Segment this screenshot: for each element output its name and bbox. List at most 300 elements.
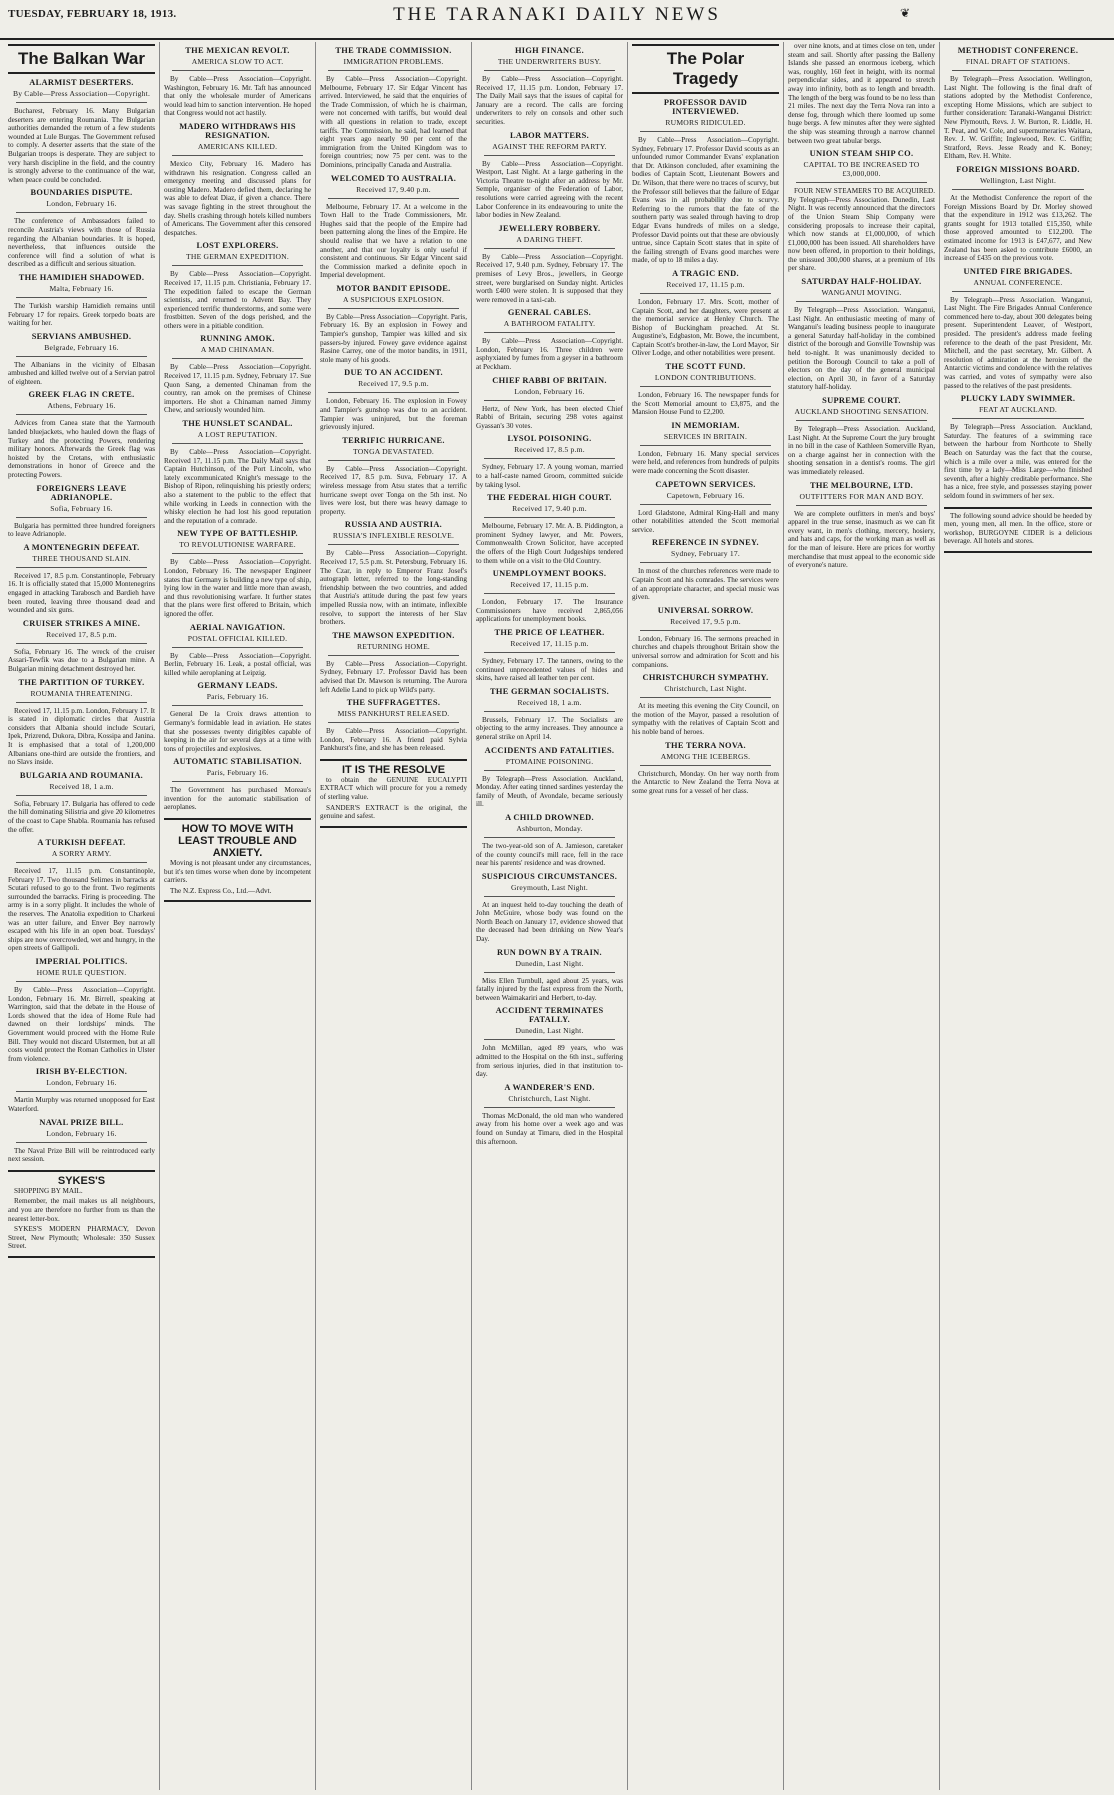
divider bbox=[484, 972, 615, 973]
article-subhead: HOME RULE QUESTION. bbox=[36, 968, 127, 978]
article-subhead: AMERICA SLOW TO ACT. bbox=[191, 57, 284, 66]
article-subhead: Dunedin, Last Night. bbox=[515, 958, 584, 968]
article-subhead: Capetown, February 16. bbox=[666, 490, 745, 500]
divider bbox=[16, 1142, 147, 1143]
article-body: Received 17, 8.5 p.m. Constantinople, February 16. It is officially stated that 15,000 Montenegrins engaged in attacking Tarabosch and Bardieh have been routed, leaving three thousand dead and wounded and six guns. bbox=[8, 571, 155, 615]
article-subhead: A SUSPICIOUS EXPLOSION. bbox=[342, 294, 445, 304]
article bbox=[320, 284, 467, 365]
article bbox=[164, 334, 311, 415]
article-headline: HIGH FINANCE. bbox=[514, 46, 585, 55]
article-body: The conference of Ambassadors failed to reconcile Austria's views with those of Russia regarding the Albanian boundaries. It is hoped, nevertheless, that influences outside the conference will find a solution of what is described as a difficult and serious situation. bbox=[8, 217, 155, 269]
article-headline: GENERAL CABLES. bbox=[507, 308, 592, 318]
divider bbox=[328, 392, 459, 393]
ad-line: Moving is not pleasant under any circumstances, but it's ten times worse when done by incompetent carriers. bbox=[164, 859, 311, 885]
article-subhead: ANNUAL CONFERENCE. bbox=[973, 277, 1063, 287]
article-subhead: Received 17, 11.15 p.m. bbox=[510, 638, 589, 648]
article-headline: AUTOMATIC STABILISATION. bbox=[173, 757, 302, 767]
article-subhead: IMMIGRATION PROBLEMS. bbox=[343, 57, 444, 66]
article-headline: THE MELBOURNE, LTD. bbox=[809, 480, 914, 490]
article-body: By Telegraph—Press Association. Auckland, Last Night. At the Supreme Court the jury brought in no bill in the case of Kathleen Somerville Ryan, on a charge against her in connection with the shooting sensation in a dentist's rooms. The girl was immediately released. bbox=[788, 425, 935, 476]
article bbox=[632, 269, 779, 358]
article-body: Received 17, 11.15 p.m. London, February 17. It is stated in diplomatic circles that Austria considers that Albania should include Scutari, Ipek, Prizrend, Dukora, Dibra, Kossipa and Janina. It is emphasised that a total of 1,200,000 Albanians one-third are outside the frontiers, and no Slavs inside. bbox=[8, 706, 155, 767]
article-headline: AERIAL NAVIGATION. bbox=[189, 622, 286, 632]
article-headline: LOST EXPLORERS. bbox=[196, 241, 279, 251]
article bbox=[632, 673, 779, 736]
ad-line: SYKES'S MODERN PHARMACY, Devon Street, New Plymouth; Wholesale: 350 Sussex Street. bbox=[8, 1225, 155, 1251]
column-3 bbox=[316, 42, 472, 1790]
article-headline: NEW TYPE OF BATTLESHIP. bbox=[177, 529, 298, 539]
article bbox=[632, 741, 779, 796]
ad-title: HOW TO MOVE WITH LEAST TROUBLE AND ANXIETY. bbox=[178, 823, 297, 860]
advertisement bbox=[320, 759, 467, 828]
article-subhead: Received 18, 1 a.m. bbox=[49, 781, 114, 791]
divider bbox=[484, 652, 615, 653]
article-body: By Telegraph—Press Association. Wanganui, Last Night. An enthusiastic meeting of many of Wanganui's leading business people to inaugurate a general Saturday half-holiday in the combined district of the borough and Gonville Township was held to-night. It was unanimously decided to petition the Borough Council to take a poll of electors on the day of the general municipal election, on April 30, in favor of a Saturday statutory half-holiday. bbox=[788, 306, 935, 392]
article-body: By Telegraph—Press Association. Auckland, Saturday. The features of a swimming race between the harbour from Northcote to Shelly Beach on Saturday was the fact that the course, which is a mile over a mile, was entered for the first time by a lady—Miss Large—who finished seventh, after a highly creditable performance. She has a nice, free style, and possesses staying power seldom found in swimmers of her sex. bbox=[944, 423, 1092, 500]
article bbox=[632, 480, 779, 535]
article-headline: CHIEF RABBI OF BRITAIN. bbox=[492, 375, 607, 385]
article-body: Received 17, 11.15 p.m. Constantinople, February 17. Two thousand Selimes in barracks at Scutari refused to go to the front. Two regiments surrounded the barracks. Firing is proceeding. The army is in a sorry plight. It includes the whole of the reserves. The Anatolia expedition to Charkeui was an utter failure, and Enver Bey narrowly escaped with his life in an open boat. Tuesdays' ships are now overcrowded, wet and hungry, in the open streets of Gallipoli. bbox=[8, 867, 155, 953]
article bbox=[476, 569, 623, 624]
article-body: By Cable—Press Association—Copyright. Received 17, 11.15 p.m. London, February 17. The Daily Mail says that the issues of capital for January are a record. The calls are forcing underwriters to rely on consols and other such securities. bbox=[476, 75, 623, 126]
divider bbox=[16, 1091, 147, 1092]
divider bbox=[484, 400, 615, 401]
divider bbox=[484, 593, 615, 594]
column-headline: The Polar Tragedy bbox=[632, 44, 779, 94]
divider bbox=[484, 1107, 615, 1108]
newspaper-title: THE TARANAKI DAILY NEWS bbox=[393, 4, 721, 25]
article-headline: CAPETOWN SERVICES. bbox=[655, 479, 756, 489]
article bbox=[944, 267, 1092, 391]
article-body: By Telegraph—Press Association. Wanganui, Last Night. The Fire Brigades Annual Conference commenced here to-day, about 300 delegates being present. Superintendent Leaver, of Westport, presided. The president's address made feeling reference to the death of the past President, Mr. Mitchell, and the past secretary, Mr. Gilbert. A resolution of admiration at the heroism of the Antarctic victims and condolence with the relatives was carried, and votes of sympathy were also passed to the relatives of the past presidents. bbox=[944, 295, 1092, 390]
article-headline: ACCIDENT TERMINATES FATALLY. bbox=[495, 1006, 604, 1025]
column-headline: The Balkan War bbox=[8, 44, 155, 74]
divider bbox=[640, 562, 771, 563]
article bbox=[476, 46, 623, 127]
article-body: By Cable—Press Association—Copyright. Received 17, 11.15 p.m. Christiania, February 17. The expedition failed to escape the German scientists, and returned to Advent Bay. They experienced terrific thunderstorms, and some were frostbitten. Seven of the dogs perished, and the others were in a pitiable condition. bbox=[164, 270, 311, 330]
divider bbox=[172, 70, 303, 71]
article bbox=[8, 1067, 155, 1113]
article-body: The Naval Prize Bill will be reintroduced early next session. bbox=[8, 1146, 155, 1164]
article bbox=[476, 813, 623, 868]
article-headline: PLUCKY LADY SWIMMER. bbox=[960, 394, 1076, 404]
article-headline: GERMANY LEADS. bbox=[197, 681, 278, 691]
column-4 bbox=[472, 42, 628, 1790]
article-body: The Albanians in the vicinity of Elbasan ambushed and killed twelve out of a Servian patrol of eighteen. bbox=[8, 360, 155, 386]
article-subhead: London, February 16. bbox=[46, 1128, 117, 1138]
article-subhead: Paris, February 16. bbox=[206, 768, 269, 778]
advertisement bbox=[164, 818, 311, 902]
divider bbox=[484, 70, 615, 71]
article-subhead: A LOST REPUTATION. bbox=[197, 430, 278, 440]
article-body: Sofia, February 16. The wreck of the cruiser Assari-Tewfik was due to a Bulgarian mine. A Bulgarian mining detachment destroyed her. bbox=[8, 647, 155, 673]
article-body: By Cable—Press Association—Copyright. London, February 16. The newspaper Engineer states that Germany is building a new type of ship, lying low in the water and little more than awash, and thus revolutionising warfare. It further states that the plans were first offered to Britain, which ignored the offer. bbox=[164, 558, 311, 618]
divider bbox=[328, 198, 459, 199]
article-headline: BULGARIA AND ROUMANIA. bbox=[19, 770, 144, 780]
article-subhead: London, February 16. bbox=[46, 1078, 117, 1088]
article-headline: SATURDAY HALF-HOLIDAY. bbox=[801, 277, 922, 287]
article-headline: WELCOMED TO AUSTRALIA. bbox=[330, 173, 457, 183]
article-headline: SUPREME COURT. bbox=[822, 396, 901, 405]
article-headline: A TRAGIC END. bbox=[672, 268, 739, 278]
divider bbox=[172, 647, 303, 648]
divider bbox=[796, 420, 927, 421]
article-body: By Cable—Press Association—Copyright. Melbourne, February 17. Sir Edgar Vincent has arrived. Interviewed, he said that the enquiries of the Trade Commission, of which he is chairman, were not concerned with tariffs, but would deal with all questions in relation to trade, except tariffs. The Commission, he said, had learned that eight years ago nearly 90 per cent of the immigration from the United Kingdom was to foreign countries; now 75 per cent. was to the Dominions, principally Canada and Australia. bbox=[320, 75, 467, 169]
divider bbox=[16, 356, 147, 357]
article-headline: REFERENCE IN SYDNEY. bbox=[652, 538, 759, 548]
article bbox=[476, 376, 623, 431]
article-headline: THE SUFFRAGETTES. bbox=[346, 698, 441, 708]
divider bbox=[16, 643, 147, 644]
article-subhead: London, February 16. bbox=[46, 199, 117, 209]
divider bbox=[484, 896, 615, 897]
divider bbox=[484, 458, 615, 459]
article-subhead: FEAT AT AUCKLAND. bbox=[978, 405, 1057, 415]
article bbox=[8, 78, 155, 184]
article bbox=[476, 308, 623, 371]
article bbox=[8, 273, 155, 328]
article-body: Miss Ellen Turnbull, aged about 25 years, was fatally injured by the fast express from the North, between Waimakariri and Herbert, to-day. bbox=[476, 976, 623, 1002]
article-headline: FOREIGNERS LEAVE ADRIANOPLE. bbox=[36, 483, 127, 502]
article-headline: ALARMIST DESERTERS. bbox=[29, 78, 134, 87]
article-headline: IRISH BY-ELECTION. bbox=[35, 1067, 128, 1077]
article bbox=[164, 122, 311, 237]
divider bbox=[484, 837, 615, 838]
article-headline: A TURKISH DEFEAT. bbox=[37, 838, 126, 848]
divider bbox=[16, 517, 147, 518]
article bbox=[788, 149, 935, 273]
article-subhead: PTOMAINE POISONING. bbox=[505, 756, 594, 766]
article-headline: SERVIANS AMBUSHED. bbox=[31, 331, 132, 341]
article-body: Bucharest, February 16. Many Bulgarian deserters are entering Roumania. The Bulgarian authorities demanded the return of a few students wounded at Lule Burgas. The Government refused to comply. A deserter asserts that the state of the Bulgarian troops is desperate. They are subject to very harsh discipline in the field, and the country is strongly adverse to the continuance of the war, when peace could be concluded. bbox=[8, 107, 155, 184]
article-body: Sofia, February 17. Bulgaria has offered to cede the hill dominating Silistria and give 20 kilometres of the coast to Cape Shabla. Roumania has refused the offer. bbox=[8, 799, 155, 834]
divider bbox=[952, 70, 1084, 71]
article-subhead: Sofia, February 16. bbox=[50, 503, 113, 513]
article-subhead: OUTFITTERS FOR MAN AND BOY. bbox=[799, 491, 924, 501]
article-subhead: ROUMANIA THREATENING. bbox=[30, 688, 133, 698]
article-subhead: LONDON CONTRIBUTIONS. bbox=[654, 373, 757, 383]
article bbox=[788, 42, 935, 145]
divider bbox=[640, 293, 771, 294]
article bbox=[788, 277, 935, 392]
article-body: Lord Gladstone, Admiral King-Hall and many other notabilities attended the Scott memorial service. bbox=[632, 508, 779, 534]
article-subhead: Received 17, 9.5 p.m. bbox=[358, 379, 429, 389]
article bbox=[320, 520, 467, 626]
article-subhead: MISS PANKHURST RELEASED. bbox=[337, 709, 450, 719]
article-headline: THE GERMAN SOCIALISTS. bbox=[490, 686, 609, 696]
article-headline: ACCIDENTS AND FATALITIES. bbox=[484, 745, 615, 755]
column-1 bbox=[4, 42, 160, 1790]
article-body: John McMillan, aged 89 years, who was admitted to the Hospital on the 6th inst., suffering from serious injuries, died in that institution to-day. bbox=[476, 1044, 623, 1079]
article-body: FOUR NEW STEAMERS TO BE ACQUIRED. By Telegraph—Press Association. Dunedin, Last Night. It was recently announced that the directors of the Union Steam Ship Company were considering proposals to increase their capital, which now stands at £1,000,000, of which £1,000,000 has been issued. All shareholders have now been offered, in proportion to their holdings, the unissued 300,000 shares, at a premium of 10s per share. bbox=[788, 187, 935, 273]
article-subhead: Paris, February 16. bbox=[206, 692, 269, 702]
article-body: By Cable—Press Association—Copyright. Received 17, 5.5 p.m. St. Petersburg, February 16. The Czar, in reply to Emperor Franz Josef's autograph letter, referred to the long-standing friendship between the two countries, and added that Austria's attitude during the past few years impelled Russia now, with an intimate, inflexible resolve, to support the interests of her Slav brothers. bbox=[320, 549, 467, 627]
article-headline: METHODIST CONFERENCE. bbox=[957, 46, 1079, 55]
article-headline: DUE TO AN ACCIDENT. bbox=[344, 368, 443, 378]
article bbox=[632, 362, 779, 417]
divider bbox=[172, 781, 303, 782]
column-2 bbox=[160, 42, 316, 1790]
article-body: By Cable—Press Association—Copyright. Sydney, February 17. Professor David scouts as an unfounded rumor Commander Evans' explanation that Dr. Atkinson concluded, after examining the bodies of Captain Scott, Lieutenant Bowers and Dr. Wilson, that there were no traces of scurvy, but the Professor still believes that the failure of Edgar Evans was in all probability due to scurvy. Referring to the rumors that the fate of the southern party was sealed through having to drop Edgar Evans hundreds of miles on a sledge, Professor David points out that these are obviously untrue, since Captain Scott states that in spite of the failing strength of Evans good marches were made, of up to 18 miles a day. bbox=[632, 136, 779, 265]
article bbox=[320, 174, 467, 280]
article-headline: A CHILD DROWNED. bbox=[505, 812, 594, 822]
divider bbox=[172, 443, 303, 444]
article-subhead: THE GERMAN EXPEDITION. bbox=[186, 252, 289, 262]
article bbox=[944, 46, 1092, 161]
article bbox=[632, 538, 779, 601]
article-headline: THE SCOTT FUND. bbox=[665, 362, 746, 372]
article-headline: MOTOR BANDIT EPISODE. bbox=[336, 283, 451, 293]
article-subhead: FINAL DRAFT OF STATIONS. bbox=[965, 57, 1071, 66]
ad-line: to obtain the GENUINE EUCALYPTI EXTRACT which will procure for you a remedy of sterling value. bbox=[320, 775, 467, 802]
article bbox=[8, 771, 155, 834]
article-headline: THE HUNSLET SCANDAL. bbox=[182, 419, 293, 429]
article-headline: A MONTENEGRIN DEFEAT. bbox=[23, 542, 140, 552]
divider bbox=[484, 1039, 615, 1040]
divider bbox=[16, 862, 147, 863]
divider bbox=[484, 248, 615, 249]
article-headline: UNEMPLOYMENT BOOKS. bbox=[492, 569, 607, 579]
divider bbox=[484, 517, 615, 518]
article-body: At its meeting this evening the City Council, on the motion of the Mayor, passed a resolution of sympathy with the relatives of Captain Scott and his noble band of heroes. bbox=[632, 702, 779, 736]
article-subhead: Received 18, 1 a.m. bbox=[517, 697, 582, 707]
ornament-icon: ❦ bbox=[900, 6, 911, 20]
article bbox=[476, 746, 623, 809]
article bbox=[476, 434, 623, 489]
article bbox=[8, 484, 155, 539]
divider bbox=[328, 70, 459, 71]
article-subhead: Received 17, 8.5 p.m. bbox=[46, 629, 117, 639]
article bbox=[8, 1118, 155, 1164]
article-body: By Telegraph—Press Association. Auckland, Monday. After eating tinned sardines yesterday the family of Meuth, of Avondale, became seriously ill. bbox=[476, 774, 623, 809]
divider bbox=[640, 504, 771, 505]
article-body: By Cable—Press Association—Copyright. London, February 16. Three children were asphyxiated by fumes from a geyser in a bathroom at Peckham. bbox=[476, 337, 623, 372]
article-body: We are complete outfitters in men's and boys' apparel in the true sense, inasmuch as we can fit every want, in men's clothing, mercery, hosiery, and hats and caps, for the working man as well as for the man of leisure. Here are prices for worthy merchandise that must appeal to the economic side of everyone's nature. bbox=[788, 509, 935, 570]
divider bbox=[952, 189, 1084, 190]
divider bbox=[796, 505, 927, 506]
divider bbox=[16, 702, 147, 703]
divider bbox=[16, 795, 147, 796]
article-body: Martin Murphy was returned unopposed for East Waterford. bbox=[8, 1096, 155, 1113]
article-subhead: A SORRY ARMY. bbox=[51, 849, 112, 859]
article-headline: TERRIFIC HURRICANE. bbox=[342, 435, 445, 445]
article-subhead: Athens, February 16. bbox=[47, 401, 116, 411]
divider bbox=[172, 265, 303, 266]
article bbox=[8, 188, 155, 269]
article-subhead: Received 17, 9.5 p.m. bbox=[670, 616, 741, 626]
article-body: By Cable—Press Association—Copyright. Paris, February 16. By an explosion in Fowey and Tampier's gunshop, Tampier was killed and six passers-by injured. Fowey gave evidence against Rasine Carrey, one of the motor bandits, in 1911, stole many of his goods. bbox=[320, 312, 467, 364]
article bbox=[632, 98, 779, 265]
article bbox=[8, 332, 155, 387]
article-subhead: Received 17, 11.15 p.m. bbox=[510, 580, 589, 590]
article bbox=[8, 619, 155, 674]
article-headline: BOUNDARIES DISPUTE. bbox=[30, 188, 133, 198]
article-body: By Cable—Press Association—Copyright. Received 17, 9.40 p.m. Sydney, February 17. The premises of Levy Bros., jewellers, in George street, were burglarised on Sunday night. Articles worth £400 were stolen. It is supposed that they were removed in a taxi-cab. bbox=[476, 252, 623, 304]
article bbox=[164, 241, 311, 330]
article bbox=[164, 681, 311, 753]
article-body: General De la Croix draws attention to Germany's formidable lead in aviation. He states that she possesses twenty dirigibles capable of keeping in the air for several days at a time with tons of projectiles and explosives. bbox=[164, 710, 311, 753]
article-headline: LYSOL POISONING. bbox=[507, 434, 592, 444]
article-body: By Cable—Press Association—Copyright. Berlin, February 16. Leak, a postal official, was killed while aeroplaning at Leipzig. bbox=[164, 651, 311, 677]
ad-title: SYKES'S bbox=[57, 1174, 106, 1187]
article-subhead: Greymouth, Last Night. bbox=[511, 882, 588, 892]
article-headline: NAVAL PRIZE BILL. bbox=[39, 1117, 124, 1127]
divider bbox=[172, 553, 303, 554]
article-headline: CHRISTCHURCH SYMPATHY. bbox=[642, 673, 769, 683]
article-subhead: Received 17, 9.40 p.m. bbox=[512, 504, 587, 514]
article bbox=[320, 46, 467, 170]
divider bbox=[328, 460, 459, 461]
article-subhead: Malta, February 16. bbox=[49, 283, 114, 293]
article-subhead: Ashburton, Monday. bbox=[516, 823, 583, 833]
article bbox=[476, 131, 623, 220]
divider bbox=[640, 765, 771, 766]
article-headline: CRUISER STRIKES A MINE. bbox=[22, 618, 141, 628]
article-body: Christchurch, Monday. On her way north from the Antarctic to New Zealand the Terra Nova at some great runs for a vessel of her class. bbox=[632, 769, 779, 795]
article bbox=[476, 493, 623, 565]
article bbox=[944, 394, 1092, 500]
ad-line: The N.Z. Express Co., Ltd.—Advt. bbox=[170, 886, 272, 895]
article-body: Advices from Canea state that the Yarmouth landed bluejackets, who hauled down the flags of Turkey and the protecting Powers, rendering military honors. Afterwards the Greek flag was hoisted by the Cretans, with enthusiastic demonstrations in honor of Greece and the protecting Powers. bbox=[8, 419, 155, 480]
article-body: By Cable—Press Association—Copyright. Westport, Last Night. At a large gathering in the Victoria Theatre to-night after an address by Mr. Semple, organiser of the Federation of Labor, resolutions were carried agreeing with the recent Labor Conference in its endeavouring to unite the labor bodies in New Zealand. bbox=[476, 159, 623, 220]
article-subhead: THE UNDERWRITERS BUSY. bbox=[497, 57, 602, 66]
divider bbox=[16, 297, 147, 298]
divider bbox=[16, 567, 147, 568]
article-headline: THE PRICE OF LEATHER. bbox=[494, 627, 605, 637]
masthead bbox=[0, 0, 1114, 40]
article bbox=[476, 628, 623, 683]
article bbox=[8, 957, 155, 1063]
ad-line: SANDER'S EXTRACT is the original, the genuine and safest. bbox=[320, 803, 467, 821]
article-headline: SUSPICIOUS CIRCUMSTANCES. bbox=[481, 871, 618, 881]
article-subhead: AMONG THE ICEBERGS. bbox=[660, 751, 751, 761]
divider bbox=[16, 414, 147, 415]
article-subhead: Christchurch, Last Night. bbox=[508, 1093, 591, 1103]
article-subhead: Belgrade, February 16. bbox=[44, 342, 119, 352]
article-body: At the Methodist Conference the report of the Foreign Missions Board by Dr. Morley showed that the expenditure in 1912 was £13,262. The grants sought for 1913 totalled £15,350, while those approved amounted to £12,200. The estimated income for 1913 is £47,677, and New Zealand has been asked to contribute £6000, an increase of £435 on the previous vote. bbox=[944, 193, 1092, 263]
divider bbox=[328, 308, 459, 309]
ad-line: The following sound advice should be heeded by men, young men, all men. In the office, store or workshop, BURGOYNE CIDER is a delicious beverage. All hotels and stores. bbox=[944, 511, 1092, 546]
article bbox=[632, 421, 779, 476]
article-subhead: Christchurch, Last Night. bbox=[664, 684, 747, 694]
advertisement bbox=[944, 507, 1092, 553]
article bbox=[320, 698, 467, 753]
divider bbox=[640, 630, 771, 631]
article-headline: RUNNING AMOK. bbox=[200, 334, 275, 344]
article-body: At an inquest held to-day touching the death of John McGuire, whose body was found on the North Beach on January 17, evidence showed that the deceased had been drinking on New Year's Day. bbox=[476, 900, 623, 944]
article-headline: RUN DOWN BY A TRAIN. bbox=[497, 947, 602, 957]
article-body: Melbourne, February 17. Mr. A. B. Piddington, a prominent Sydney lawyer, and Mr. Powers, Commonwealth Crown Solicitor, have accepted the offers of the High Court Judgeships tendered to them while on a visit to the Old Country. bbox=[476, 522, 623, 565]
article-body: By Cable—Press Association—Copyright. Sydney, February 17. Professor David has been advised that Dr. Mawson is returning. The Aurora left Adelie Land to pick up Wild's party. bbox=[320, 659, 467, 694]
article-subhead: CAPITAL TO BE INCREASED TO £3,000,000. bbox=[803, 160, 920, 179]
article bbox=[164, 419, 311, 525]
article bbox=[8, 390, 155, 479]
article-headline: IMPERIAL POLITICS. bbox=[35, 957, 128, 967]
divider bbox=[640, 386, 771, 387]
divider bbox=[16, 102, 147, 103]
article-subhead: London, February 16. bbox=[514, 386, 585, 396]
article-body: By Cable—Press Association—Copyright. Received 17, 11.15 p.m. Sydney, February 17. Sue Quon Sang, a demented Chinaman from the country, ran amok on the premises of Chinese importers. He shot a Chinaman named Jimmy Chew, and seriously wounded him. bbox=[164, 363, 311, 415]
article-subhead: AGAINST THE REFORM PARTY. bbox=[492, 141, 607, 151]
columns bbox=[4, 42, 1110, 1790]
article-body: The Government has purchased Moreau's invention for the automatic stabilisation of aeroplanes. bbox=[164, 786, 311, 812]
article bbox=[8, 543, 155, 615]
divider bbox=[796, 301, 927, 302]
article-body: In most of the churches references were made to Captain Scott and his comrades. The services were of an appropriate character, and special music was given. bbox=[632, 567, 779, 602]
ad-line: Remember, the mail makes us all neighbours, and you are therefore no further from us than the nearest letter-box. bbox=[8, 1197, 155, 1223]
divider bbox=[328, 655, 459, 656]
issue-date: TUESDAY, FEBRUARY 18, 1913. bbox=[8, 8, 177, 20]
article bbox=[476, 1083, 623, 1146]
article-headline: THE TRADE COMMISSION. bbox=[335, 46, 452, 55]
article-subhead: RUSSIA'S INFLEXIBLE RESOLVE. bbox=[332, 531, 455, 541]
article-body: Thomas McDonald, the old man who wandered away from his home over a week ago and was found on Sunday at Timaru, died in the Hospital this afternoon. bbox=[476, 1111, 623, 1146]
article bbox=[788, 396, 935, 477]
article-headline: UNIVERSAL SORROW. bbox=[657, 605, 754, 615]
divider bbox=[328, 544, 459, 545]
article-subhead: Dunedin, Last Night. bbox=[515, 1026, 584, 1036]
article bbox=[164, 757, 311, 812]
article-headline: A WANDERER'S END. bbox=[504, 1082, 595, 1092]
article-subhead: AMERICANS KILLED. bbox=[197, 141, 278, 151]
divider bbox=[640, 697, 771, 698]
article-body: London, February 17. The Insurance Commissioners have received 2,865,056 applications for unemployment books. bbox=[476, 598, 623, 624]
divider bbox=[484, 770, 615, 771]
divider bbox=[484, 332, 615, 333]
article-body: By Cable—Press Association—Copyright. Received 17, 11.15 p.m. The Daily Mail says that Captain Hutchinson, of the Port Lincoln, who lately excommunicated Knight's message to the Bishop of Ripon, relinquishing his priestly orders; also a statement to the public to the effect that while working in Leeds in connection with the whisky election he had lost his good reputation and the reputation of a comrade. bbox=[164, 448, 311, 525]
article-body: The two-year-old son of A. Jamieson, caretaker of the county council's mill race, fell in the race near his parents' residence and was drowned. bbox=[476, 841, 623, 868]
article-body: London, February 16. Many special services were held, and references from hundreds of pulpits were made concerning the Scott disaster. bbox=[632, 449, 779, 476]
article-subhead: Received 17, 9.40 p.m. bbox=[356, 184, 431, 194]
article-subhead: RETURNING HOME. bbox=[356, 641, 431, 651]
column-5 bbox=[628, 42, 784, 1790]
article bbox=[476, 948, 623, 1003]
article bbox=[164, 623, 311, 678]
divider bbox=[484, 711, 615, 712]
article-subhead: TONGA DEVASTATED. bbox=[353, 446, 434, 456]
article bbox=[320, 436, 467, 517]
article-subhead: AUCKLAND SHOOTING SENSATION. bbox=[794, 407, 929, 416]
article-body: Melbourne, February 17. At a welcome in the Town Hall to the Trade Commissioners, Mr. Hughes said that the people of the Empire had been patterning along the lines of the Empire. He should realise that we have a relation to one another, and that our loyalty is only useful if consistent and continuous. Sir Edgar Vincent said the Commission marked a definite epoch in Imperial development. bbox=[320, 202, 467, 280]
article-subhead: A BATHROOM FATALITY. bbox=[503, 319, 596, 329]
advertisement bbox=[8, 1170, 155, 1258]
article-body: By Cable—Press Association—Copyright. London, February 16. A friend paid Sylvia Pankhurst's fine, and she has been released. bbox=[320, 727, 467, 753]
divider bbox=[952, 291, 1084, 292]
article-body: Mexico City, February 16. Madero has withdrawn his resignation. Congress called an emergency meeting and discussed plans for ousting Madero. Madero defied them, declaring he was able to defeat Diaz, if given a chance. There was savage fighting in the street throughout the day. Shells crashing through hotels killed numbers of Americans. The Government after this censored despatches. bbox=[164, 159, 311, 237]
article-body: Sydney, February 17. A young woman, married to a half-caste named Groom, committed suicide by taking lysol. bbox=[476, 463, 623, 489]
article-body: By Cable—Press Association—Copyright. London, February 16. Mr. Birrell, speaking at Warrington, said that the debate in the House of Lords showed that the idea of Home Rule had dawned on their lordships' minds. The Government would proceed with the Home Rule Bill. They would not discard Ulstermen, but at all costs would protect the Roman Catholics in Ulster from violence. bbox=[8, 986, 155, 1063]
article bbox=[788, 481, 935, 570]
article-subhead: Sydney, February 17. bbox=[671, 549, 740, 559]
article-subhead: RUMORS RIDICULED. bbox=[665, 118, 746, 127]
article bbox=[320, 368, 467, 431]
article-headline: GREEK FLAG IN CRETE. bbox=[28, 390, 135, 400]
article-headline: THE MAWSON EXPEDITION. bbox=[332, 630, 455, 640]
divider bbox=[16, 212, 147, 213]
article-subhead: Received 17, 11.15 p.m. bbox=[666, 279, 745, 289]
divider bbox=[172, 155, 303, 156]
article-headline: JEWELLERY ROBBERY. bbox=[498, 223, 601, 233]
article-subhead: WANGANUI MOVING. bbox=[821, 288, 902, 298]
article-headline: UNION STEAM SHIP CO. bbox=[809, 149, 914, 159]
article bbox=[476, 687, 623, 742]
article-headline: IN MEMORIAM. bbox=[671, 420, 740, 430]
article-subhead: POSTAL OFFICIAL KILLED. bbox=[187, 633, 288, 643]
divider bbox=[328, 722, 459, 723]
column-7 bbox=[940, 42, 1096, 1790]
article-body: Sydney, February 17. The tanners, owing to the continued unprecedented values of hides and skins, have raised all leather ten per cent. bbox=[476, 656, 623, 683]
column-6 bbox=[784, 42, 940, 1790]
